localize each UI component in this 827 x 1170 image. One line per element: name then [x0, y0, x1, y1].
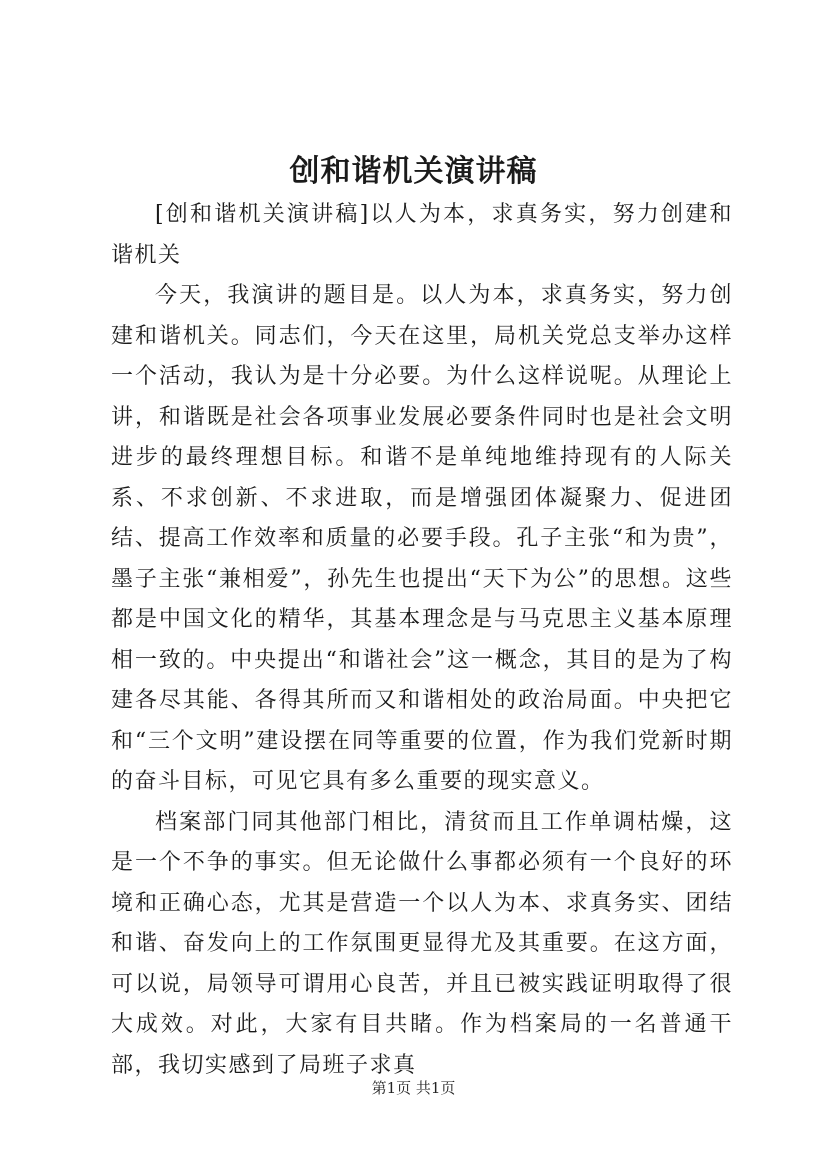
paragraph-1: 今天，我演讲的题目是。以人为本，求真务实，努力创建和谐机关。同志们，今天在这里，局机关党总支举办这样一个活动，我认为是十分必要。为什么这样说呢。从理论上讲，和谐既是社会各项事业发展必要条件同时也是社会文明进步的最终理想目标。和谐不是单纯地维持现有的人际关系、不求创新、不求进取，而是增强团体凝聚力、促进团结、提高工作效率和质量的必要手段。孔子主张“和为贵”，墨子主张“兼相爱”，孙先生也提出“天下为公”的思想。这些都是中国文化的精华，其基本理念是与马克思主义基本原理相一致的。中央提出“和谐社会”这一概念，其目的是为了构建各尽其能、各得其所而又和谐相处的政治局面。中央把它和“三个文明”建设摆在同等重要的位置，作为我们党新时期的奋斗目标，可见它具有多么重要的现实意义。 [111, 283, 733, 794]
page-footer: 第1页 共1页 [371, 1079, 456, 1097]
document-body [111, 195, 733, 1086]
paragraph-2: 档案部门同其他部门相比，清贫而且工作单调枯燥，这是一个不争的事实。但无论做什么事都必须有一个良好的环境和正确心态，尤其是营造一个以人为本、求真务实、团结和谐、奋发向上的工作氛围更显得尤及其重要。在这方面，可以说，局领导可谓用心良苦，并且已被实践证明取得了很大成效。对此，大家有目共睹。作为档案局的一名普通干部，我切实感到了局班子求真 [111, 809, 733, 1078]
document-title: 创和谐机关演讲稿 [289, 154, 538, 189]
paragraph-intro: [创和谐机关演讲稿]以人为本，求真务实，努力创建和谐机关 [111, 202, 733, 268]
